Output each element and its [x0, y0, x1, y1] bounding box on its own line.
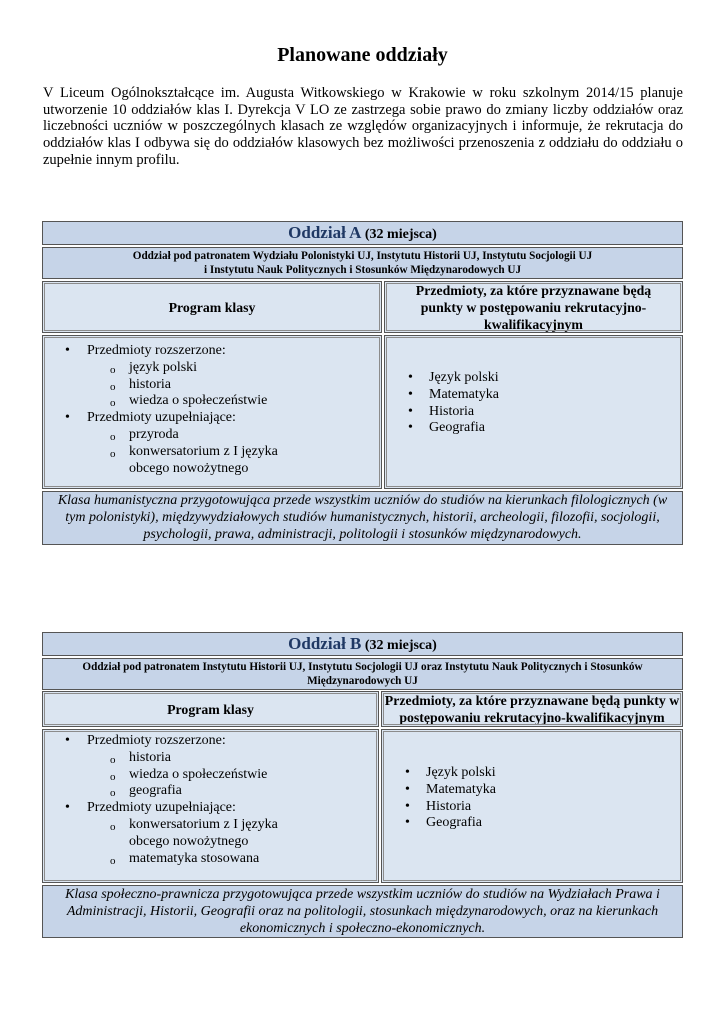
program-label: Program klasy	[167, 701, 254, 717]
section-seats: (32 miejsca)	[364, 638, 437, 653]
column-header-program	[42, 281, 382, 333]
patron-line-1: Oddział pod patronatem Wydziału Polonistyki UJ, Instytutu Historii UJ, Instytutu Socjologii UJ	[132, 250, 593, 262]
supplementary-subjects-item	[43, 800, 378, 867]
section-a	[42, 221, 683, 545]
program-cell	[42, 335, 382, 489]
points-label: Przedmioty, za które przyznawane będą punkty w postępowaniu rekrutacyjno-kwalifikacyjnym	[415, 282, 652, 332]
points-label: Przedmioty, za które przyznawane będą punkty w postępowaniu rekrutacyjno-kwalifikacyjnym	[384, 693, 680, 725]
patronage-info	[42, 658, 683, 690]
points-subjects-list	[385, 370, 682, 437]
patron-line-2: i Instytutu Nauk Politycznych i Stosunków Międzynarodowych UJ	[203, 263, 522, 276]
class-description	[42, 491, 683, 545]
program-cell	[42, 729, 379, 883]
description-text: Klasa humanistyczna przygotowująca przede wszystkim uczniów do studiów na kierunkach filologicznych (w tym polonistyki), międzywydziałowych studiów humanistycznych, historii, archeologii, filozofii, socjologii, psychologii, prawa, administracji, politologii i stosunków międzynarodowych.	[57, 493, 668, 543]
points-subject: • Geografia	[382, 815, 682, 832]
column-header-points	[384, 281, 683, 333]
extended-subject: o geografia	[87, 783, 378, 800]
points-subject: • Historia	[385, 404, 682, 421]
patron-line-2: Międzynarodowych UJ	[307, 674, 418, 687]
extended-subject: o wiedza o społeczeństwie	[87, 393, 381, 410]
page-title: Planowane oddziały	[277, 44, 448, 66]
extended-subject: o język polski	[87, 360, 381, 377]
points-subject: • Geografia	[385, 420, 682, 437]
points-subjects-list	[382, 765, 682, 832]
supplementary-subject: o matematyka stosowana	[87, 851, 312, 868]
extended-subject: o historia	[87, 750, 378, 767]
description-text: Klasa społeczno-prawnicza przygotowująca przede wszystkim uczniów do studiów na Wydziałach Prawa i Administracji, Historii, Geografii oraz na politologii, stosunkach międzynarodowych, oraz na kierunkach ekonomicznych i społeczno-ekonomicznych.	[65, 887, 660, 937]
intro-paragraph: V Liceum Ogólnokształcące im. Augusta Witkowskiego w Krakowie w roku szkolnym 2014/15 planuje utworzenie 10 oddziałów klas I. Dyrekcja V LO ze zastrzega sobie prawo do zmiany liczby oddziałów oraz liczebności uczniów w poszczególnych klasach ze względów organizacyjnych i informuje, że rekrutacja do oddziałów klas I odbywa się do oddziałów klasowych bez możliwości przenoszenia z oddziału do oddziału o zupełnie innym profilu.	[43, 85, 683, 168]
points-subject: • Język polski	[382, 765, 682, 782]
subjects-cell	[384, 335, 683, 489]
patron-line-1: Oddział pod patronatem Instytutu Historii UJ, Instytutu Socjologii UJ oraz Instytutu Nauk Politycznych i Stosunków	[82, 661, 643, 673]
extended-subject: o wiedza o społeczeństwie	[87, 767, 378, 784]
points-subject: • Matematyka	[385, 387, 682, 404]
supplementary-sublist	[87, 427, 312, 477]
extended-subject: o historia	[87, 377, 381, 394]
section-header	[42, 221, 683, 245]
section-seats: (32 miejsca)	[364, 227, 437, 242]
program-label: Program klasy	[168, 299, 256, 315]
program-list	[43, 343, 381, 477]
column-header-points	[381, 691, 683, 727]
points-subject: • Język polski	[385, 370, 682, 387]
supplementary-sublist	[87, 817, 312, 867]
supplementary-subject: o konwersatorium z I języka obcego nowożytnego	[87, 444, 312, 478]
points-subject: • Historia	[382, 799, 682, 816]
supplementary-subject: o konwersatorium z I języka obcego nowożytnego	[87, 817, 312, 851]
program-list	[43, 733, 378, 867]
supplementary-subjects-item	[43, 410, 381, 477]
section-name: Oddział A	[288, 223, 362, 242]
supplementary-label: Przedmioty uzupełniające:	[87, 800, 236, 816]
supplementary-subject: o przyroda	[87, 427, 312, 444]
subjects-cell	[381, 729, 683, 883]
section-b	[42, 632, 683, 938]
extended-subjects-item	[43, 343, 381, 410]
extended-sublist	[87, 750, 378, 800]
supplementary-label: Przedmioty uzupełniające:	[87, 410, 236, 426]
extended-label: Przedmioty rozszerzone:	[87, 343, 226, 358]
extended-label: Przedmioty rozszerzone:	[87, 733, 226, 748]
section-header	[42, 632, 683, 656]
extended-sublist	[87, 360, 381, 410]
column-header-program	[42, 691, 379, 727]
patronage-info	[42, 247, 683, 279]
points-subject: • Matematyka	[382, 782, 682, 799]
section-name: Oddział B	[288, 634, 362, 653]
extended-subjects-item	[43, 733, 378, 800]
class-description	[42, 885, 683, 938]
